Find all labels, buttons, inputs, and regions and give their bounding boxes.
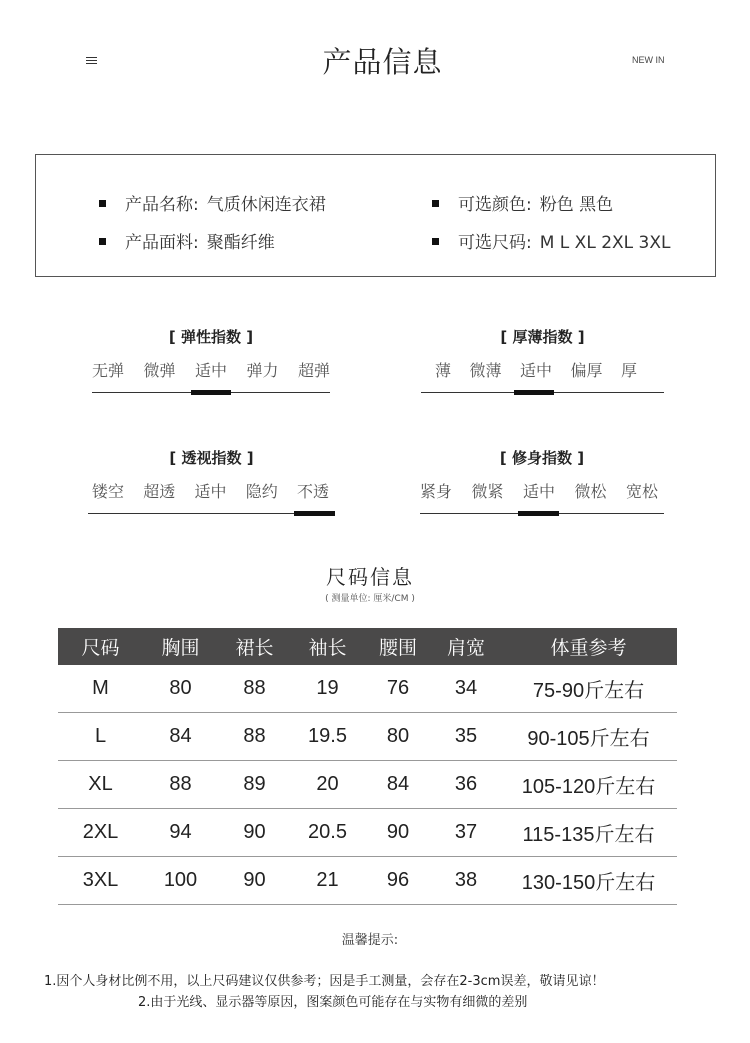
scale-option: 微松 [574,482,607,501]
table-cell: L [58,713,143,761]
table-row [58,857,677,905]
bullet-icon [99,238,106,245]
bullet-icon [432,238,439,245]
scale-option: 镂空 [92,482,125,501]
table-cell: 3XL [58,857,143,905]
scale-option: 厚 [620,361,637,380]
table-cell: 38 [432,857,500,905]
table-cell: 130-150斤左右 [500,857,677,905]
product-size-label: 可选尺码: [458,233,532,253]
product-name-label: 产品名称: [125,195,199,215]
table-cell: 105-120斤左右 [500,761,677,809]
table-cell: 90 [218,809,291,857]
scale-title: [ 厚薄指数 ] [500,328,585,346]
scale-option: 偏厚 [570,361,603,380]
product-size-value: M L XL 2XL 3XL [539,233,671,253]
table-cell: 80 [364,713,432,761]
product-color-label: 可选颜色: [458,195,532,215]
header-cell: 肩宽 [432,628,500,665]
bullet-icon [99,200,106,207]
bullet-icon [432,200,439,207]
table-cell: 19 [291,665,364,713]
table-cell: 75-90斤左右 [500,665,677,713]
table-cell: 94 [143,809,218,857]
scale-option: 薄 [435,361,452,380]
scale-option: 微紧 [471,482,504,501]
table-cell: 34 [432,665,500,713]
scale-option: 微薄 [469,361,502,380]
header-cell: 腰围 [364,628,432,665]
table-cell: 80 [143,665,218,713]
table-cell: 35 [432,713,500,761]
size-table [58,628,677,905]
table-cell: XL [58,761,143,809]
tips-title: 温馨提示: [341,933,399,948]
table-cell: 21 [291,857,364,905]
size-info-title: 尺码信息 [326,565,414,589]
header-cell: 裙长 [218,628,291,665]
table-cell: 36 [432,761,500,809]
scale-option: 宽松 [625,482,658,501]
page-title: 产品信息 [322,45,443,79]
product-color-row [432,190,613,215]
table-cell: 2XL [58,809,143,857]
table-cell: 89 [218,761,291,809]
table-header-row [58,628,677,665]
tips-line-2: 2.由于光线、显示器等原因，图案颜色可能存在与实物有细微的差别 [138,995,528,1010]
header-cell: 胸围 [143,628,218,665]
table-cell: 96 [364,857,432,905]
table-cell: 90-105斤左右 [500,713,677,761]
scale-option: 适中 [522,482,555,501]
scale-title: [ 透视指数 ] [169,449,254,467]
table-cell: 88 [218,665,291,713]
table-cell: 20 [291,761,364,809]
table-cell: 88 [143,761,218,809]
product-info-box [35,154,716,277]
scale-option: 弹力 [246,361,279,380]
table-cell: 76 [364,665,432,713]
scale-option: 超弹 [297,361,330,380]
table-cell: 88 [218,713,291,761]
table-row [58,665,677,713]
scale-option: 隐约 [245,482,278,501]
table-cell: 19.5 [291,713,364,761]
table-cell: 90 [218,857,291,905]
table-cell: 20.5 [291,809,364,857]
table-row [58,713,677,761]
scale-selected-marker [518,511,559,516]
scale-title: [ 弹性指数 ] [168,328,254,346]
product-fabric-row [99,228,275,253]
table-cell: 84 [364,761,432,809]
product-fabric-value: 聚酯纤维 [206,233,275,253]
scale-option: 适中 [194,482,227,501]
product-name-value: 气质休闲连衣裙 [206,195,326,215]
new-in-label: NEW IN [632,55,665,65]
scale-option: 紧身 [420,482,453,501]
table-cell: 37 [432,809,500,857]
scale-option: 不透 [296,482,329,501]
table-cell: 115-135斤左右 [500,809,677,857]
header-cell: 袖长 [291,628,364,665]
tips-line-1: 1.因个人身材比例不用，以上尺码建议仅供参考；因是手工测量，会存在2-3cm误差，敬请见谅！ [44,974,605,989]
table-cell: 84 [143,713,218,761]
product-color-value: 粉色 黑色 [539,195,614,215]
table-row [58,761,677,809]
scale-selected-marker [514,390,554,395]
size-info-unit: ( 测量单位: 厘米/CM ) [325,594,415,604]
product-size-row [432,228,670,253]
scale-selected-marker [191,390,231,395]
header-cell: 体重参考 [500,628,677,665]
scale-selected-marker [294,511,335,516]
table-cell: 100 [143,857,218,905]
scale-option: 无弹 [92,361,125,380]
header-cell: 尺码 [58,628,143,665]
table-cell: M [58,665,143,713]
product-name-row [99,190,326,215]
table-cell: 90 [364,809,432,857]
scale-option: 适中 [194,361,227,380]
scale-option: 微弹 [143,361,176,380]
scale-option: 超透 [143,482,176,501]
product-fabric-label: 产品面料: [125,233,199,253]
scale-option: 适中 [519,361,552,380]
table-row [58,809,677,857]
scale-title: [ 修身指数 ] [499,449,585,467]
